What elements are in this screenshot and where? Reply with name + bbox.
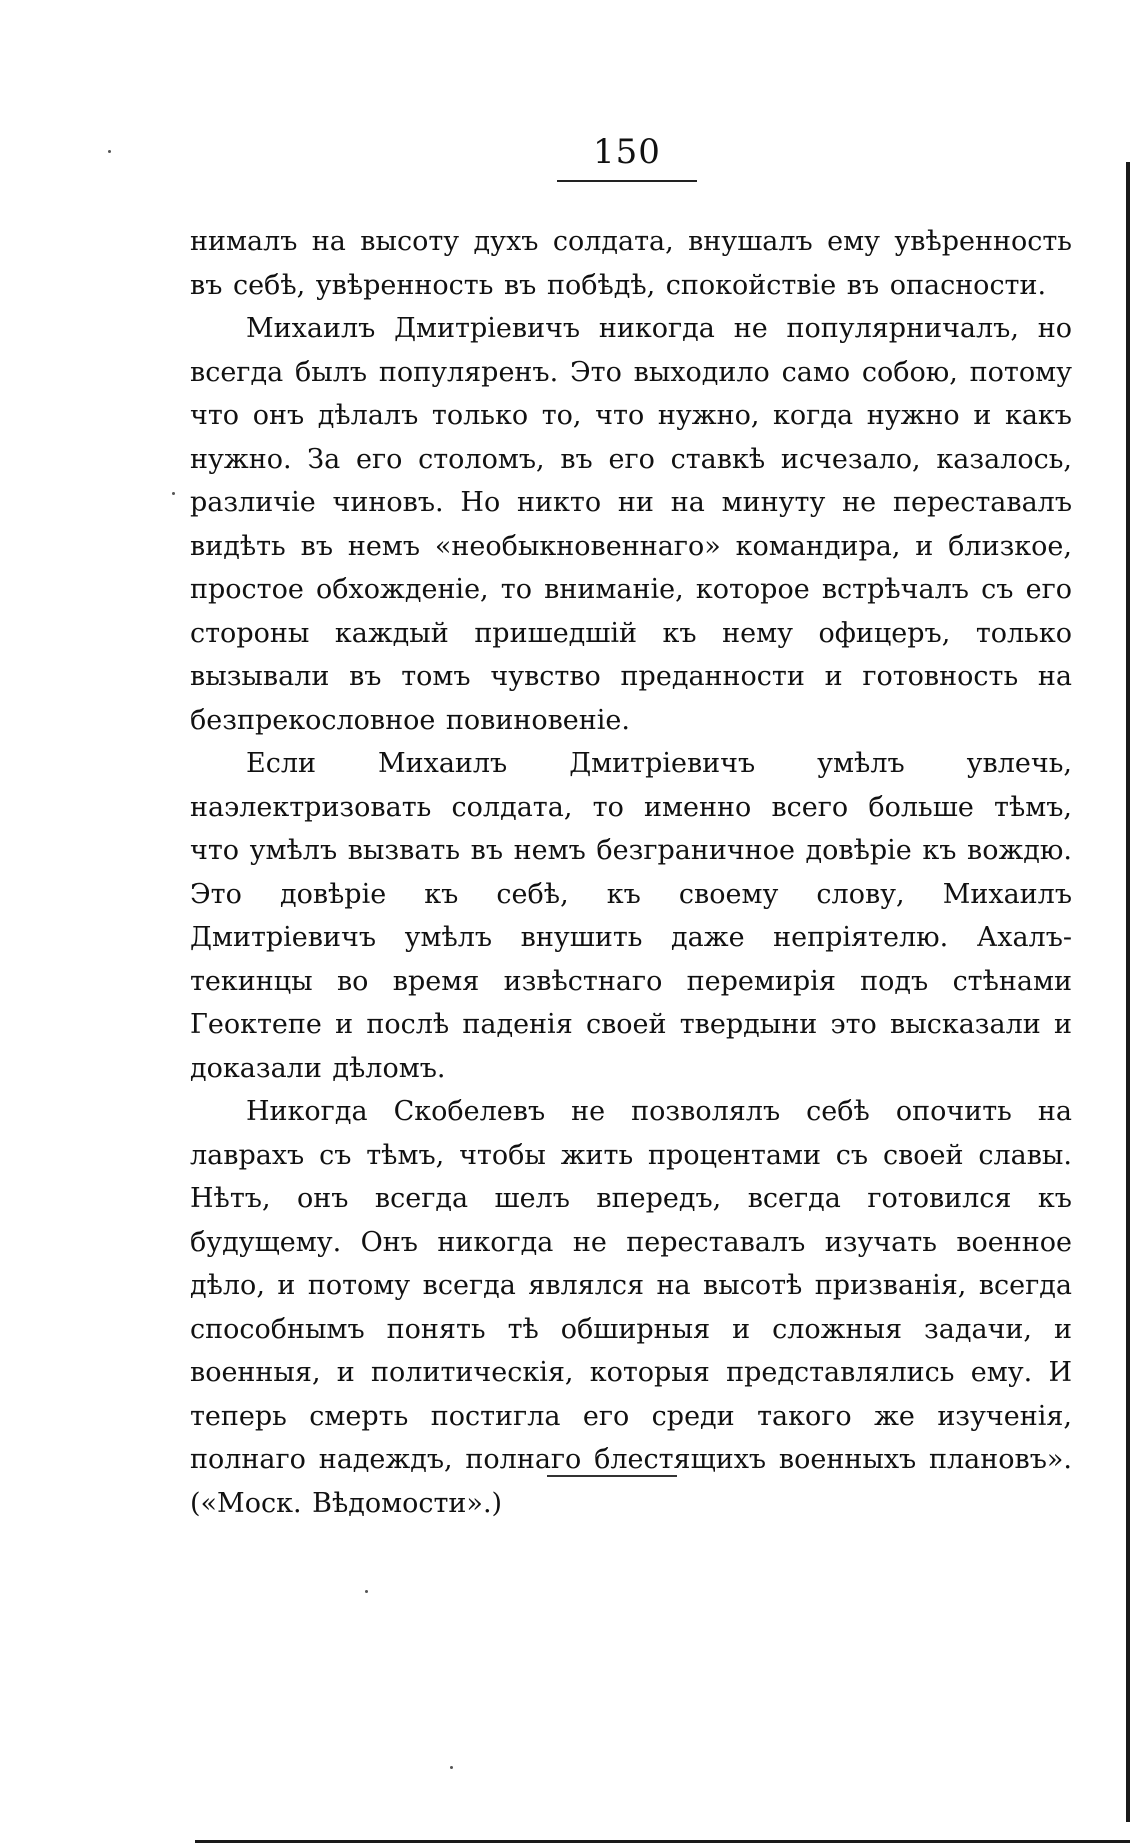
closing-divider	[547, 1475, 677, 1477]
paragraph-trust: Если Михаилъ Дмитріевичъ умѣлъ увлечь, наэлектризовать солдата, то именно всего больше тѣмъ, что умѣлъ вызвать въ немъ безграничное довѣріе къ вождю. Это довѣріе къ себѣ, къ своему слову, Михаилъ Дмитріевичъ умѣлъ внушить даже непріятелю. Ахалъ-текинцы во время извѣстнаго перемирія подъ стѣнами Геоктепе и послѣ паденія своей твердыни это высказали и доказали дѣломъ.	[190, 748, 1072, 1084]
scan-speck	[365, 1590, 368, 1593]
scan-speck	[450, 1766, 453, 1769]
scan-bottom-edge	[195, 1840, 1130, 1843]
paragraph-never-rested: Никогда Скобелевъ не позволялъ себѣ опочить на лаврахъ съ тѣмъ, чтобы жить процентами съ своей славы. Нѣтъ, онъ всегда шелъ впередъ, всегда готовился къ будущему. Онъ никогда не переставалъ изучать военное дѣло, и потому всегда являлся на высотѣ призванія, всегда способнымъ понять тѣ обширныя и сложныя задачи, и военныя, и политическія, которыя представлялись ему. И теперь смерть постигла его среди такого же изученія, полнаго надеждъ, полнаго блестящихъ военныхъ плановъ». («Моск. Вѣдомости».)	[190, 1096, 1072, 1519]
page-number-rule	[557, 180, 697, 182]
scan-right-edge	[1126, 162, 1130, 1822]
text-column	[190, 220, 1072, 1525]
paragraph-continuation: нималъ на высоту духъ солдата, внушалъ ему увѣренность въ себѣ, увѣренность въ побѣдѣ, спокойствіе въ опасности.	[190, 226, 1072, 301]
paragraph-popularity: Михаилъ Дмитріевичъ никогда не популярничалъ, но всегда былъ популяренъ. Это выходило само собою, потому что онъ дѣлалъ только то, что нужно, когда нужно и какъ нужно. За его столомъ, въ его ставкѣ исчезало, казалось, различіе чиновъ. Но никто ни на минуту не переставалъ видѣть въ немъ «необыкновеннаго» командира, и близкое, простое обхожденіе, то вниманіе, которое встрѣчалъ съ его стороны каждый пришедшій къ нему офицеръ, только вызывали въ томъ чувство преданности и готовность на безпрекословное повиновеніе.	[190, 313, 1072, 736]
page-number: 150	[593, 132, 661, 172]
scan-speck	[172, 492, 175, 495]
scan-speck	[108, 150, 111, 153]
